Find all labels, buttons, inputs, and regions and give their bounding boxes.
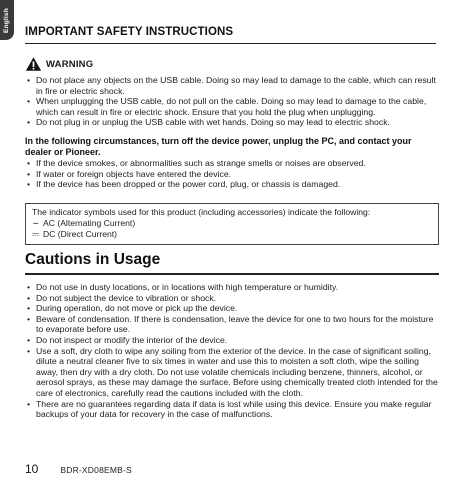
section-divider xyxy=(25,273,439,275)
list-item: • Do not subject the device to vibration or shock. xyxy=(25,293,439,304)
list-item: • There are no guarantees regarding data if data is lost while using this device. Ensure you make regular backups of your data for recovery in the case of malfunctions. xyxy=(25,399,439,420)
warning-label: WARNING xyxy=(46,58,94,70)
language-tab-label: English xyxy=(3,8,10,34)
list-item: • Use a soft, dry cloth to wipe any soiling from the exterior of the device. In the case of significant soiling, dilute a neutral cleaner five to six times in water and use this to moisten a soft cloth, wipe the soiling away, then dry with a dry cloth. Do not use volatile chemicals including benzene, thinners, alcohol, or aerosol sprays, as these may damage the surface. Before using chemically treated cloth intended for the care of electronics, carefully read the cautions included with the cloth. xyxy=(25,346,439,399)
list-item: • If the device has been dropped or the power cord, plug, or chassis is damaged. xyxy=(25,179,439,190)
list-item: • Do not plug in or unplug the USB cable with wet hands. Doing so may lead to electric shock. xyxy=(25,117,439,128)
list-item: • Beware of condensation. If there is condensation, leave the device for one to two hours for the moisture to evaporate before use. xyxy=(25,314,439,335)
dc-symbol-icon: ⎓ xyxy=(32,228,39,239)
page-number: 10 xyxy=(25,462,39,476)
page-footer xyxy=(25,462,132,476)
list-item: • If water or foreign objects have entered the device. xyxy=(25,169,439,180)
warning-triangle-icon xyxy=(25,56,42,72)
list-item: • If the device smokes, or abnormalities such as strange smells or noises are observed. xyxy=(25,158,439,169)
ac-text: AC (Alternating Current) xyxy=(43,217,136,228)
cautions-list xyxy=(25,282,439,420)
dc-text: DC (Direct Current) xyxy=(43,228,118,239)
ac-line xyxy=(32,218,432,229)
dc-line xyxy=(32,229,432,240)
list-item: • Do not inspect or modify the interior of the device. xyxy=(25,335,439,346)
language-tab xyxy=(0,0,14,40)
page-title: IMPORTANT SAFETY INSTRUCTIONS xyxy=(25,26,234,38)
warning-heading xyxy=(25,56,93,72)
circumstances-list xyxy=(25,158,439,190)
list-item: • Do not place any objects on the USB cable. Doing so may lead to damage to the cable, which can result in fire or electric shock. xyxy=(25,75,439,96)
model-number: BDR-XD08EMB-S xyxy=(60,465,132,475)
indicator-intro: The indicator symbols used for this product (including accessories) indicate the following: xyxy=(32,207,371,217)
indicator-symbols-box xyxy=(25,203,439,245)
list-item: • When unplugging the USB cable, do not pull on the cable. Doing so may lead to damage to the cable, which can result in fire or electric shock. Ensure that you hold the plug when unplugging. xyxy=(25,96,439,117)
header-divider xyxy=(25,43,436,44)
circumstances-heading: In the following circumstances, turn off the device power, unplug the PC, and contact your dealer or Pioneer. xyxy=(25,136,412,157)
list-item: • Do not use in dusty locations, or in locations with high temperature or humidity. xyxy=(25,282,439,293)
section-title: Cautions in Usage xyxy=(25,251,161,268)
ac-symbol-icon: ∼ xyxy=(32,217,40,228)
list-item: • During operation, do not move or pick up the device. xyxy=(25,303,439,314)
warning-list xyxy=(25,75,439,128)
